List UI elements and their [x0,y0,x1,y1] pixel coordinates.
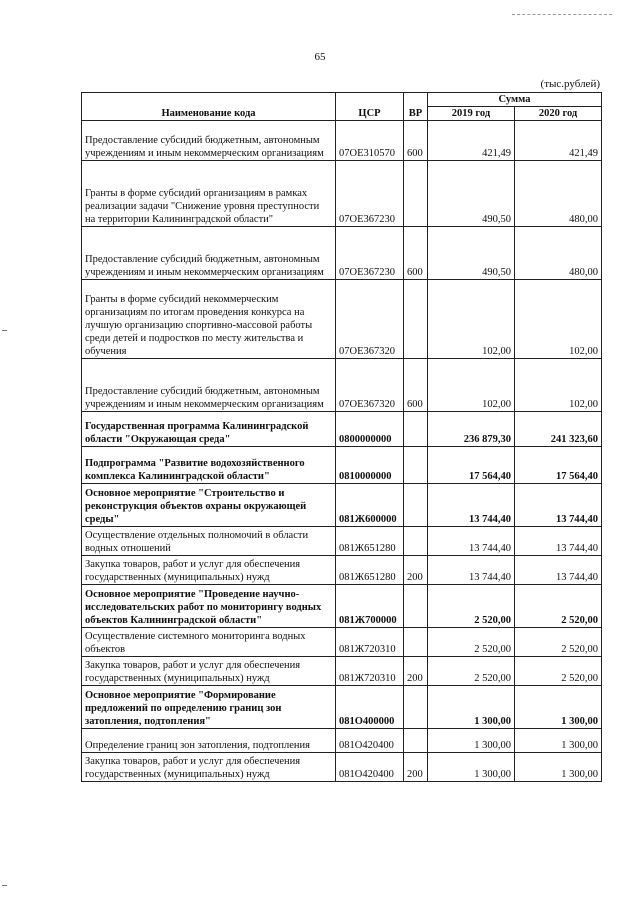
row-amount-2019: 1 300,00 [428,729,515,753]
row-name: Гранты в форме субсидий организациям в рамках реализации задачи "Снижение уровня преступности на территории Калининградской области" [82,161,336,227]
table-row [82,412,602,447]
margin-mark [2,330,7,331]
row-csr-code: 0810000000 [336,447,404,484]
table-row [82,527,602,556]
row-amount-2019: 102,00 [428,280,515,359]
row-amount-2019: 13 744,40 [428,556,515,585]
row-vr-code [404,729,428,753]
row-name: Закупка товаров, работ и услуг для обеспечения государственных (муниципальных) нужд [82,556,336,585]
units-label: (тыс.рублей) [540,78,600,90]
row-csr-code: 081О420400 [336,729,404,753]
budget-table [81,92,602,782]
table-row [82,657,602,686]
row-csr-code: 081О400000 [336,686,404,729]
row-name: Государственная программа Калининградской области "Окружающая среда" [82,412,336,447]
row-amount-2020: 1 300,00 [515,686,602,729]
header-2019: 2019 год [428,107,515,121]
row-amount-2019: 1 300,00 [428,753,515,782]
row-name: Предоставление субсидий бюджетным, автономным учреждениям и иным некоммерческим организациям [82,121,336,161]
row-vr-code [404,412,428,447]
row-csr-code: 07ОЕ367320 [336,359,404,412]
row-csr-code: 07ОЕ310570 [336,121,404,161]
row-csr-code: 081Ж720310 [336,657,404,686]
row-name: Закупка товаров, работ и услуг для обеспечения государственных (муниципальных) нужд [82,753,336,782]
row-amount-2020: 13 744,40 [515,527,602,556]
table-row [82,729,602,753]
table-row [82,447,602,484]
row-csr-code: 0800000000 [336,412,404,447]
table-row [82,686,602,729]
row-csr-code: 07ОЕ367230 [336,227,404,280]
row-vr-code: 600 [404,121,428,161]
table-row [82,280,602,359]
row-amount-2020: 2 520,00 [515,585,602,628]
row-name: Осуществление отдельных полномочий в области водных отношений [82,527,336,556]
row-vr-code [404,585,428,628]
row-amount-2019: 2 520,00 [428,585,515,628]
row-amount-2020: 102,00 [515,280,602,359]
row-amount-2019: 421,49 [428,121,515,161]
row-amount-2020: 241 323,60 [515,412,602,447]
row-amount-2019: 490,50 [428,227,515,280]
row-vr-code: 200 [404,753,428,782]
row-name: Основное мероприятие "Проведение научно-исследовательских работ по мониторингу водных объектов Калининградской области" [82,585,336,628]
row-name: Гранты в форме субсидий некоммерческим организациям по итогам проведения конкурса на лучшую организацию спортивно-массовой работы среди детей и подростков по месту жительства и обучения [82,280,336,359]
row-amount-2020: 2 520,00 [515,657,602,686]
row-name: Подпрограмма "Развитие водохозяйственного комплекса Калининградской области" [82,447,336,484]
row-vr-code [404,447,428,484]
row-csr-code: 081Ж651280 [336,556,404,585]
row-name: Определение границ зон затопления, подтопления [82,729,336,753]
row-amount-2019: 2 520,00 [428,657,515,686]
row-amount-2019: 102,00 [428,359,515,412]
row-vr-code [404,161,428,227]
row-csr-code: 081Ж720310 [336,628,404,657]
row-vr-code: 600 [404,227,428,280]
table-row [82,585,602,628]
row-csr-code: 081Ж600000 [336,484,404,527]
row-name: Предоставление субсидий бюджетным, автономным учреждениям и иным некоммерческим организациям [82,359,336,412]
header-name: Наименование кода [82,93,336,121]
table-row [82,628,602,657]
row-name: Основное мероприятие "Формирование предложений по определению границ зон затопления, подтопления" [82,686,336,729]
row-csr-code: 07ОЕ367230 [336,161,404,227]
row-amount-2020: 2 520,00 [515,628,602,657]
row-vr-code: 200 [404,657,428,686]
row-vr-code: 200 [404,556,428,585]
row-amount-2019: 17 564,40 [428,447,515,484]
row-amount-2020: 13 744,40 [515,556,602,585]
row-vr-code [404,628,428,657]
table-row [82,161,602,227]
row-amount-2019: 1 300,00 [428,686,515,729]
row-csr-code: 081О420400 [336,753,404,782]
row-amount-2019: 13 744,40 [428,484,515,527]
header-sum: Сумма [428,93,602,107]
row-amount-2020: 1 300,00 [515,729,602,753]
top-dashed-rule [512,14,612,15]
row-vr-code [404,686,428,729]
row-amount-2020: 17 564,40 [515,447,602,484]
row-amount-2019: 2 520,00 [428,628,515,657]
row-csr-code: 081Ж651280 [336,527,404,556]
table-row [82,484,602,527]
row-vr-code [404,280,428,359]
table-row [82,121,602,161]
header-csr: ЦСР [336,93,404,121]
row-csr-code: 081Ж700000 [336,585,404,628]
row-amount-2020: 1 300,00 [515,753,602,782]
row-csr-code: 07ОЕ367320 [336,280,404,359]
row-name: Закупка товаров, работ и услуг для обеспечения государственных (муниципальных) нужд [82,657,336,686]
row-amount-2020: 480,00 [515,227,602,280]
row-vr-code [404,484,428,527]
row-amount-2019: 490,50 [428,161,515,227]
table-row [82,227,602,280]
row-amount-2020: 421,49 [515,121,602,161]
page-number: 65 [314,51,326,63]
row-vr-code: 600 [404,359,428,412]
row-name: Осуществление системного мониторинга водных объектов [82,628,336,657]
header-2020: 2020 год [515,107,602,121]
header-vr: ВР [404,93,428,121]
table-row [82,556,602,585]
margin-mark [2,885,7,886]
row-amount-2020: 480,00 [515,161,602,227]
row-amount-2019: 13 744,40 [428,527,515,556]
row-amount-2019: 236 879,30 [428,412,515,447]
table-row [82,359,602,412]
row-name: Основное мероприятие "Строительство и реконструкция объектов охраны окружающей среды" [82,484,336,527]
row-vr-code [404,527,428,556]
row-name: Предоставление субсидий бюджетным, автономным учреждениям и иным некоммерческим организациям [82,227,336,280]
table-row [82,753,602,782]
row-amount-2020: 102,00 [515,359,602,412]
row-amount-2020: 13 744,40 [515,484,602,527]
